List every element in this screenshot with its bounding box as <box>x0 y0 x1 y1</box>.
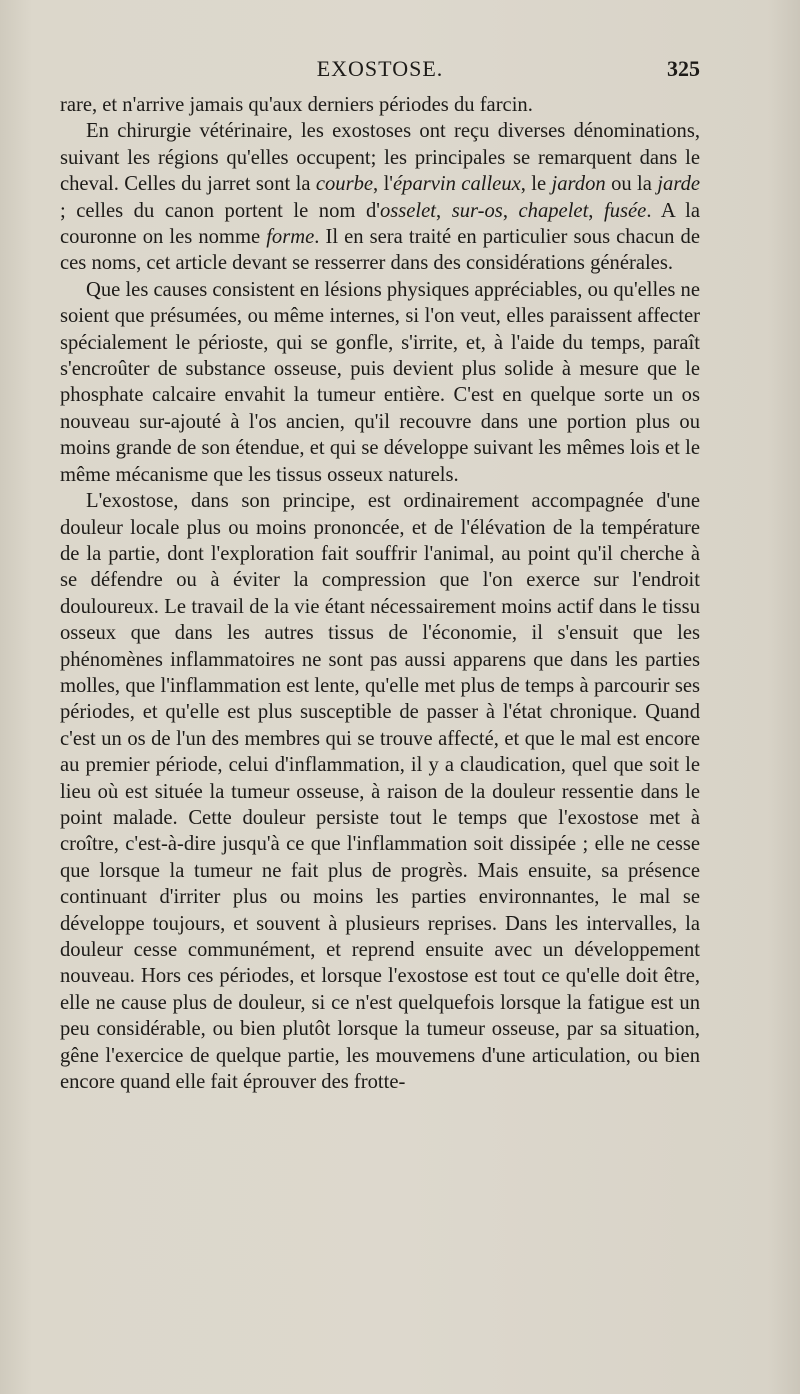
paragraph-denominations: En chirurgie vétérinaire, les exostoses ont reçu diverses dénominations, suivant les régions qu'elles occupent; les principales se remarquent dans le cheval. Celles du jarret sont la courbe, l'éparvin calleux, le jardon ou la jarde ; celles du canon portent le nom d'osselet, sur-os, chapelet, fusée. A la couronne on les nomme forme. Il en sera traité en particulier sous chacun de ces noms, cet article devant se resserrer dans des considérations générales. <box>60 120 701 275</box>
paragraph-continuation: rare, et n'arrive jamais qu'aux derniers périodes du farcin. <box>60 94 533 116</box>
page-number: 325 <box>667 56 700 81</box>
paragraph-causes: Que les causes consistent en lésions physiques appréciables, ou qu'elles ne soient que présumées, ou même internes, si l'on veut, elles paraissent affecter spécialement le périoste, qui se gonfle, s'irrite, et, à l'aide du temps, paraît s'encroûter de substance osseuse, puis devient plus solide à mesure que le phosphate calcaire envahit la tumeur entière. C'est en quelque sorte un os nouveau sur-ajouté à l'os ancien, qu'il recouvre dans une portion plus ou moins grande de son étendue, et qui se développe suivant les mêmes lois et le même mécanisme que les tissus osseux naturels. <box>60 278 700 486</box>
running-title: EXOSTOSE. <box>316 56 444 81</box>
page-header <box>60 56 700 90</box>
paragraph-symptoms: L'exostose, dans son principe, est ordinairement accompagnée d'une douleur locale plus ou moins prononcée, et de l'élévation de la température de la partie, dont l'exploration fait souffrir l'animal, au point qu'il cherche à se défendre ou à éviter la compression que l'on exerce sur l'endroit douloureux. Le travail de la vie étant nécessairement moins actif dans le tissu osseux que dans les autres tissus de l'économie, il s'ensuit que les phénomènes inflammatoires ne sont pas aussi apparens que dans les parties molles, que l'inflammation est lente, qu'elle met plus de temps à parcourir ses périodes, et qu'elle est plus susceptible de passer à l'état chronique. Quand c'est un os de l'un des membres qui se trouve affecté, et que le mal est encore au premier période, celui d'inflammation, il y a claudication, quel que soit le lieu où est située la tumeur osseuse, à raison de la douleur ressentie dans le point malade. Cette douleur persiste tout le temps que l'exostose met à croître, c'est-à-dire jusqu'à ce que l'inflammation soit dissipée ; elle ne cesse que lorsque la tumeur ne fait plus de progrès. Mais ensuite, sa présence continuant d'irriter plus ou moins les parties environnantes, le mal se développe toujours, et souvent à plusieurs reprises. Dans les intervalles, la douleur cesse communément, et reprend ensuite avec un développement nouveau. Hors ces périodes, et lorsque l'exostose est tout ce qu'elle doit être, elle ne cause plus de douleur, si ce n'est quelquefois lorsque la fatigue est un peu considérable, ou bien plutôt lorsque la tumeur osseuse, par sa situation, gêne l'exercice de quelque partie, les mouvemens d'une articulation, ou bien encore quand elle fait éprouver des frotte- <box>60 490 700 1094</box>
body-text <box>60 92 700 1095</box>
